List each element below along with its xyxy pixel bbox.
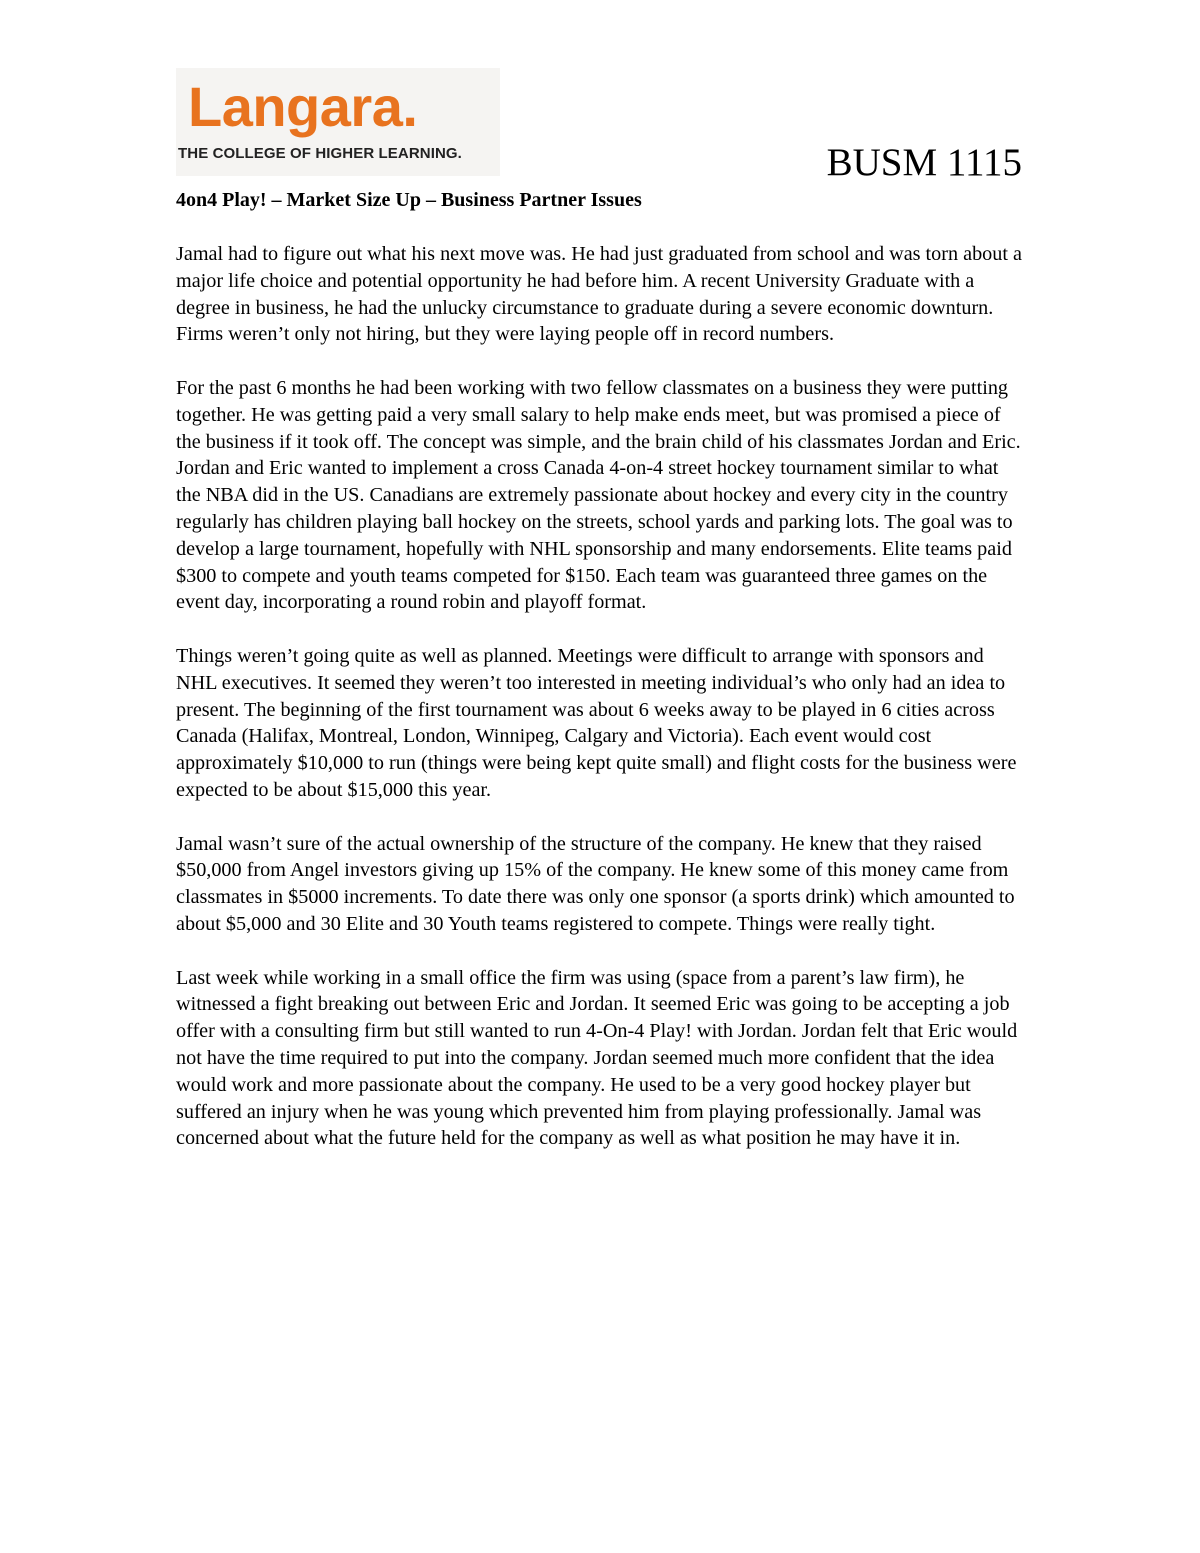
logo-tagline: THE COLLEGE OF HIGHER LEARNING. (178, 145, 462, 162)
paragraph-3: Things weren’t going quite as well as planned. Meetings were difficult to arrange with sponsors and NHL executives. It seemed they weren’t too interested in meeting individual’s who only had an idea to present. The beginning of the first tournament was about 6 weeks away to be played in 6 cities across Canada (Halifax, Montreal, London, Winnipeg, Calgary and Victoria). Each event would cost approximately $10,000 to run (things were being kept quite small) and flight costs for the business were expected to be about $15,000 this year. (176, 644, 1017, 801)
course-code: BUSM 1115 (826, 141, 1022, 184)
case-body (176, 241, 1028, 1179)
langara-logo (176, 68, 500, 176)
paragraph-5: Last week while working in a small office the firm was using (space from a parent’s law firm), he witnessed a fight breaking out between Eric and Jordan. It seemed Eric was going to be accepting a job offer with a consulting firm but still wanted to run 4-On-4 Play! with Jordan. Jordan felt that Eric would not have the time required to put into the company. Jordan seemed much more confident that the idea would work and more passionate about the company. He used to be a very good hockey player but suffered an injury when he was young which prevented him from playing professionally. Jamal was concerned about what the future held for the company as well as what position he may have it in. (176, 966, 1018, 1150)
logo-wordmark: Langara. (188, 75, 418, 138)
paragraph-4: Jamal wasn’t sure of the actual ownership of the structure of the company. He knew that they raised $50,000 from Angel investors giving up 15% of the company. He knew some of this money came from classmates in $5000 increments. To date there was only one sponsor (a sports drink) which amounted to about $5,000 and 30 Elite and 30 Youth teams registered to compete. Things were really tight. (176, 832, 1015, 935)
paragraph-1: Jamal had to figure out what his next move was. He had just graduated from school and was torn about a major life choice and potential opportunity he had before him. A recent University Graduate with a degree in business, he had the unlucky circumstance to graduate during a severe economic downturn. Firms weren’t only not hiring, but they were laying people off in record numbers. (176, 243, 1022, 346)
paragraph-2: For the past 6 months he had been working with two fellow classmates on a business they were putting together. He was getting paid a very small salary to help make ends meet, but was promised a piece of the business if it took off. The concept was simple, and the brain child of his classmates Jordan and Eric. Jordan and Eric wanted to implement a cross Canada 4-on-4 street hockey tournament similar to what the NBA did in the US. Canadians are extremely passionate about hockey and every city in the country regularly has children playing ball hockey on the streets, school yards and parking lots. The goal was to develop a large tournament, hopefully with NHL sponsorship and many endorsements. Elite teams paid $300 to compete and youth teams competed for $150. Each team was guaranteed three games on the event day, incorporating a round robin and playoff format. (176, 376, 1021, 614)
document-title: 4on4 Play! – Market Size Up – Business Partner Issues (176, 189, 642, 211)
